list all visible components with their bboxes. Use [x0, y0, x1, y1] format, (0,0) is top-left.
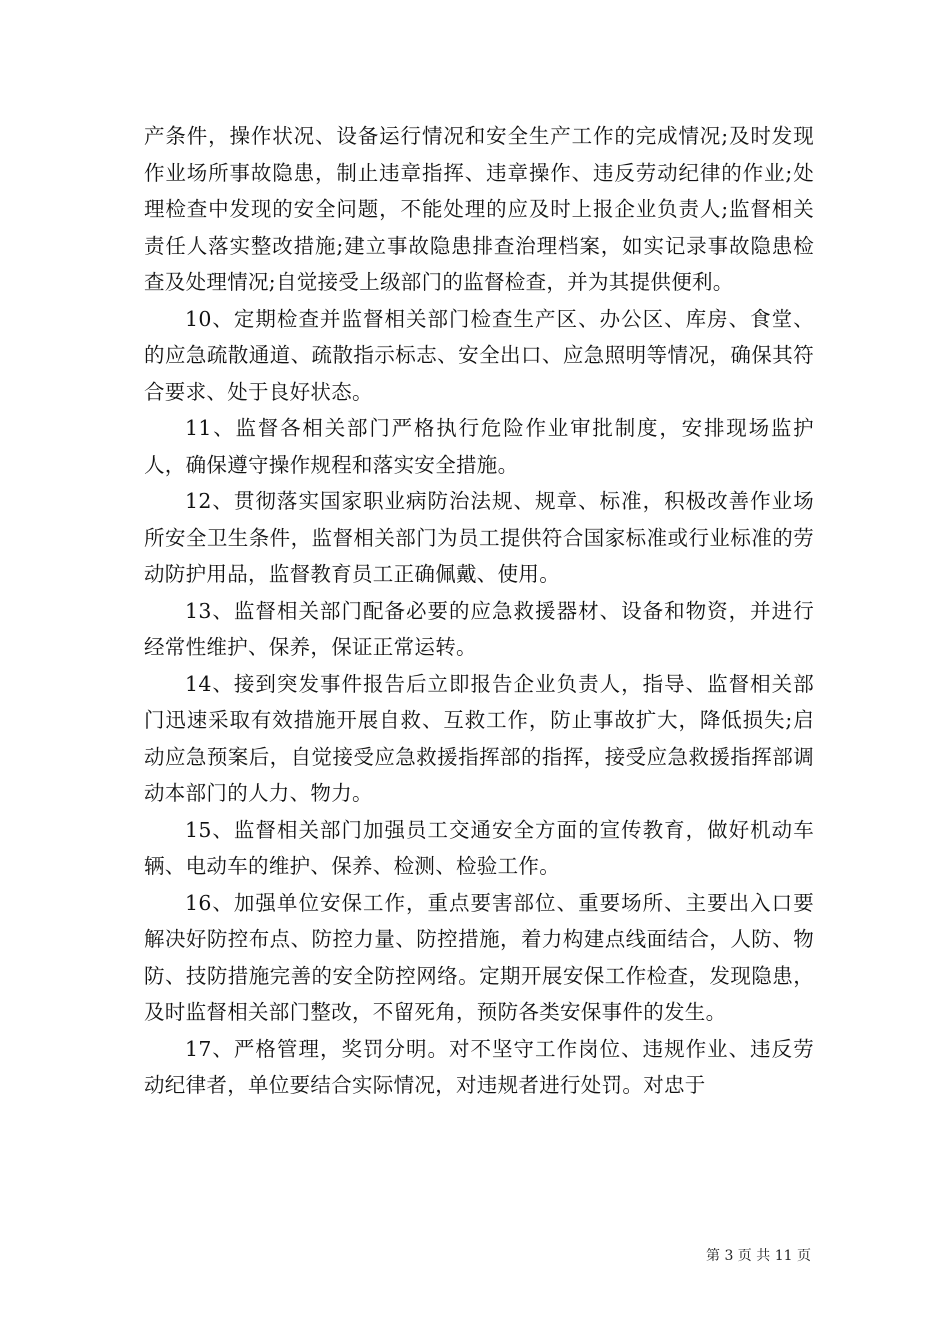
paragraph-continued: 产条件，操作状况、设备运行情况和安全生产工作的完成情况;及时发现作业场所事故隐患，制止违章指挥、违章操作、违反劳动纪律的作业;处理检查中发现的安全问题，不能处理的应及时上报企业负责人;监督相关责任人落实整改措施;建立事故隐患排查治理档案，如实记录事故隐患检查及处理情况;自觉接受上级部门的监督检查，并为其提供便利。 [144, 124, 814, 294]
page-number-footer: 第 3 页 共 11 页 [706, 1248, 811, 1264]
paragraph-item-14: 14、接到突发事件报告后立即报告企业负责人，指导、监督相关部门迅速采取有效措施开展自救、互救工作，防止事故扩大，降低损失;启动应急预案后，自觉接受应急救援指挥部的指挥，接受应急救援指挥部调动本部门的人力、物力。 [144, 671, 814, 805]
document-body [144, 118, 814, 1104]
paragraph-item-12: 12、贯彻落实国家职业病防治法规、规章、标准，积极改善作业场所安全卫生条件，监督相关部门为员工提供符合国家标准或行业标准的劳动防护用品，监督教育员工正确佩戴、使用。 [144, 489, 814, 586]
paragraph-item-16: 16、加强单位安保工作，重点要害部位、重要场所、主要出入口要解决好防控布点、防控力量、防控措施，着力构建点线面结合，人防、物防、技防措施完善的安全防控网络。定期开展安保工作检查，发现隐患，及时监督相关部门整改，不留死角，预防各类安保事件的发生。 [144, 890, 814, 1024]
paragraph-item-10: 10、定期检查并监督相关部门检查生产区、办公区、库房、食堂、的应急疏散通道、疏散指示标志、安全出口、应急照明等情况，确保其符合要求、处于良好状态。 [144, 306, 814, 404]
paragraph-item-17: 17、严格管理，奖罚分明。对不坚守工作岗位、违规作业、违反劳动纪律者，单位要结合实际情况，对违规者进行处罚。对忠于 [144, 1036, 814, 1097]
paragraph-item-11: 11、监督各相关部门严格执行危险作业审批制度，安排现场监护人，确保遵守操作规程和落实安全措施。 [144, 416, 814, 477]
paragraph-item-15: 15、监督相关部门加强员工交通安全方面的宣传教育，做好机动车辆、电动车的维护、保养、检测、检验工作。 [144, 817, 814, 878]
paragraph-item-13: 13、监督相关部门配备必要的应急救援器材、设备和物资，并进行经常性维护、保养，保证正常运转。 [144, 598, 814, 659]
